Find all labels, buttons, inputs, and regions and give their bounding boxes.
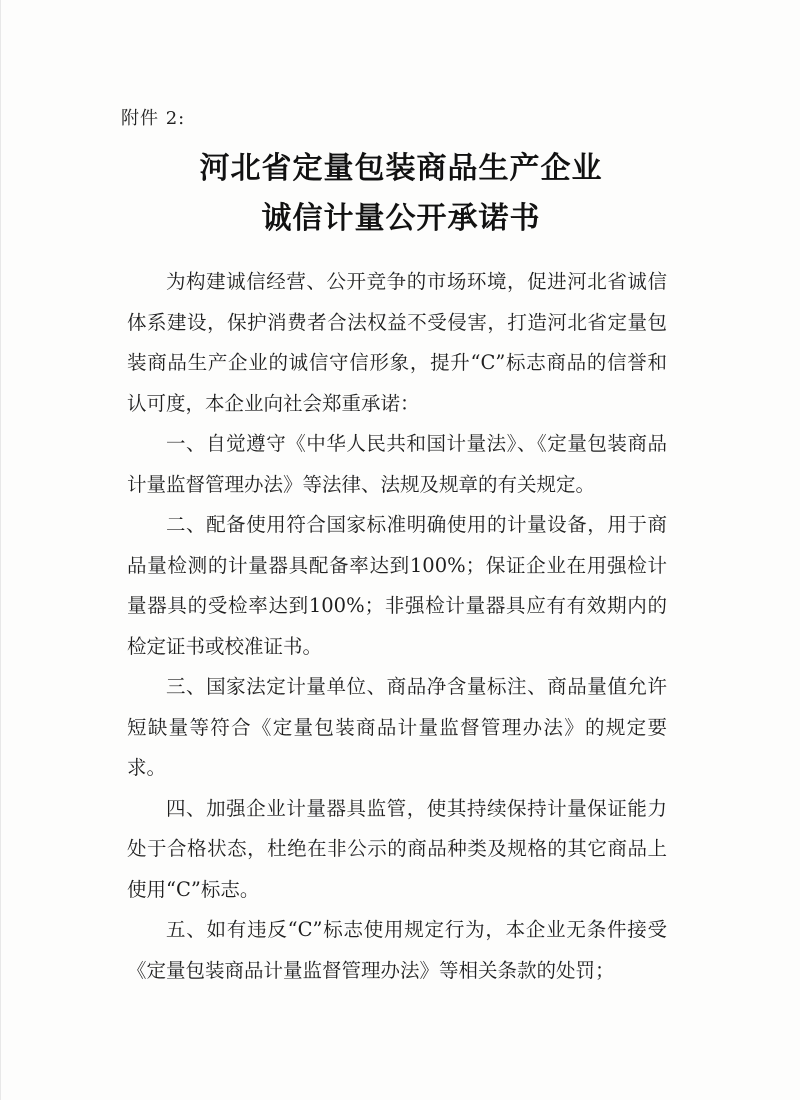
attachment-label: 附件 2: [121, 108, 186, 129]
intro-paragraph: 为构建诚信经营、公开竞争的市场环境，促进河北省诚信体系建设，保护消费者合法权益不受侵害，打造河北省定量包装商品生产企业的诚信守信形象，提升“C”标志商品的信誉和认可度，本企业向社会郑重承诺： [127, 270, 667, 415]
document-body [127, 262, 667, 991]
commitment-item-1: 一、自觉遵守《中华人民共和国计量法》、《定量包装商品计量监督管理办法》等法律、法规及规章的有关规定。 [127, 432, 667, 496]
commitment-item-5: 五、如有违反“C”标志使用规定行为，本企业无条件接受《定量包装商品计量监督管理办法》等相关条款的处罚； [127, 918, 667, 982]
document-title-line-2: 诚信计量公开承诺书 [261, 201, 541, 236]
commitment-item-2: 二、配备使用符合国家标准明确使用的计量设备，用于商品量检测的计量器具配备率达到100%；保证企业在用强检计量器具的受检率达到100%；非强检计量器具应有有效期内的检定证书或校准证书。 [127, 513, 667, 658]
commitment-item-4: 四、加强企业计量器具监管，使其持续保持计量保证能力处于合格状态，杜绝在非公示的商品种类及规格的其它商品上使用“C”标志。 [127, 796, 667, 901]
commitment-item-3: 三、国家法定计量单位、商品净含量标注、商品量值允许短缺量等符合《定量包装商品计量监督管理办法》的规定要求。 [127, 675, 667, 779]
page-bottom-edge [1, 1060, 800, 1100]
document-title-line-1: 河北省定量包装商品生产企业 [199, 151, 603, 186]
